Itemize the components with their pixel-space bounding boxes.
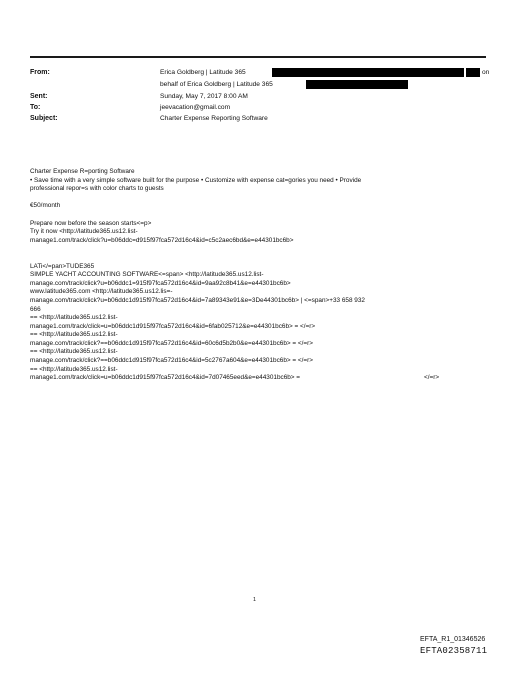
- header-divider: [30, 56, 486, 58]
- body-line: 666: [30, 305, 41, 313]
- body-line: professional repor=s with color charts to guests: [30, 185, 164, 193]
- sent-value: Sunday, May 7, 2017 8:00 AM: [160, 93, 248, 100]
- body-line: SIMPLE YACHT ACCOUNTING SOFTWARE<=span> <http://latitude365.us12.list-: [30, 271, 264, 279]
- body-link-line: manage.com/track/click?==b06ddc1d915f97fca572d16c4&id=60c6d5b2b0&e=e44301bc6b> = </=r>: [30, 339, 314, 347]
- to-value: jeevacation@gmail.com: [160, 104, 231, 111]
- body-link-line: www.latitude365.com <http://latitude365.us12.lis=-: [30, 288, 173, 296]
- redaction-bar: [306, 80, 408, 89]
- redaction-bar: [272, 68, 464, 77]
- email-body: [30, 168, 490, 383]
- body-link-line: == <http://latitude365.us12.list-: [30, 331, 118, 339]
- subject-label: Subject:: [30, 115, 58, 122]
- sent-label: Sent:: [30, 93, 48, 100]
- body-link-line: manage.com/track/click?u=b06ddc1d915f97fca572d16c4&id=7a89343e91&e=3De44301bc6b> | <=span>+33 658 932: [30, 296, 365, 304]
- from-value-line1: Erica Goldberg | Latitude 365: [160, 69, 246, 76]
- from-suffix: on: [482, 69, 490, 76]
- body-line: Charter Expense R=porting Software: [30, 168, 135, 175]
- body-link-line: manage.com/track/click?==b06ddc1d915f97fca572d16c4&id=5c2767a604&e=e44301bc6b> = </=r>: [30, 357, 314, 365]
- subject-value: Charter Expense Reporting Software: [160, 115, 268, 122]
- body-link-line: == <http://latitude365.us12.list-: [30, 348, 118, 356]
- from-label: From:: [30, 69, 50, 76]
- bates-number: EFTA02358711: [420, 646, 488, 656]
- price-line: €50/month: [30, 202, 61, 210]
- body-link-line: manage1.com/track/click?u=b06ddc=d915f97fca572d16c4&id=c5c2aec6bd&e=e44301bc6b>: [30, 236, 294, 244]
- page-number: 1: [253, 597, 257, 603]
- from-value-line2: behalf of Erica Goldberg | Latitude 365: [160, 81, 273, 88]
- body-link-line: == <http://latitude365.us12.list-: [30, 365, 118, 373]
- redaction-bar: [466, 68, 480, 77]
- body-link-line: Try it now <http://latitude365.us12.list-: [30, 228, 138, 236]
- body-link-line: manage1.com/track/click=u=b06ddc1d915f97fca572d16c4&id=6fab025712&e=e44301bc6b> = </=r>: [30, 322, 316, 330]
- body-link-line: == <http://latitude365.us12.list-: [30, 314, 118, 322]
- body-line: • Save time with a very simple software built for the purpose • Customize with expense cat=gories you need • Provide: [30, 176, 362, 184]
- body-line: LATi</=pan>TUDE365: [30, 262, 95, 270]
- body-line: Prepare now before the season starts<=p>: [30, 219, 152, 227]
- body-link-line: manage.com/track/click?u=b06ddc1=915f97fca572d16c4&id=9aa92c8b41&e=e44301bc6b>: [30, 279, 291, 287]
- to-label: To:: [30, 104, 41, 111]
- body-link-line: manage1.com/track/click=u=b06ddc1d915f97fca572d16c4&id=7d07465eed&e=e44301bc6b> =: [30, 374, 301, 382]
- bates-number-small: EFTA_R1_01346526: [420, 636, 486, 643]
- body-line-tail: </=r>: [424, 374, 440, 382]
